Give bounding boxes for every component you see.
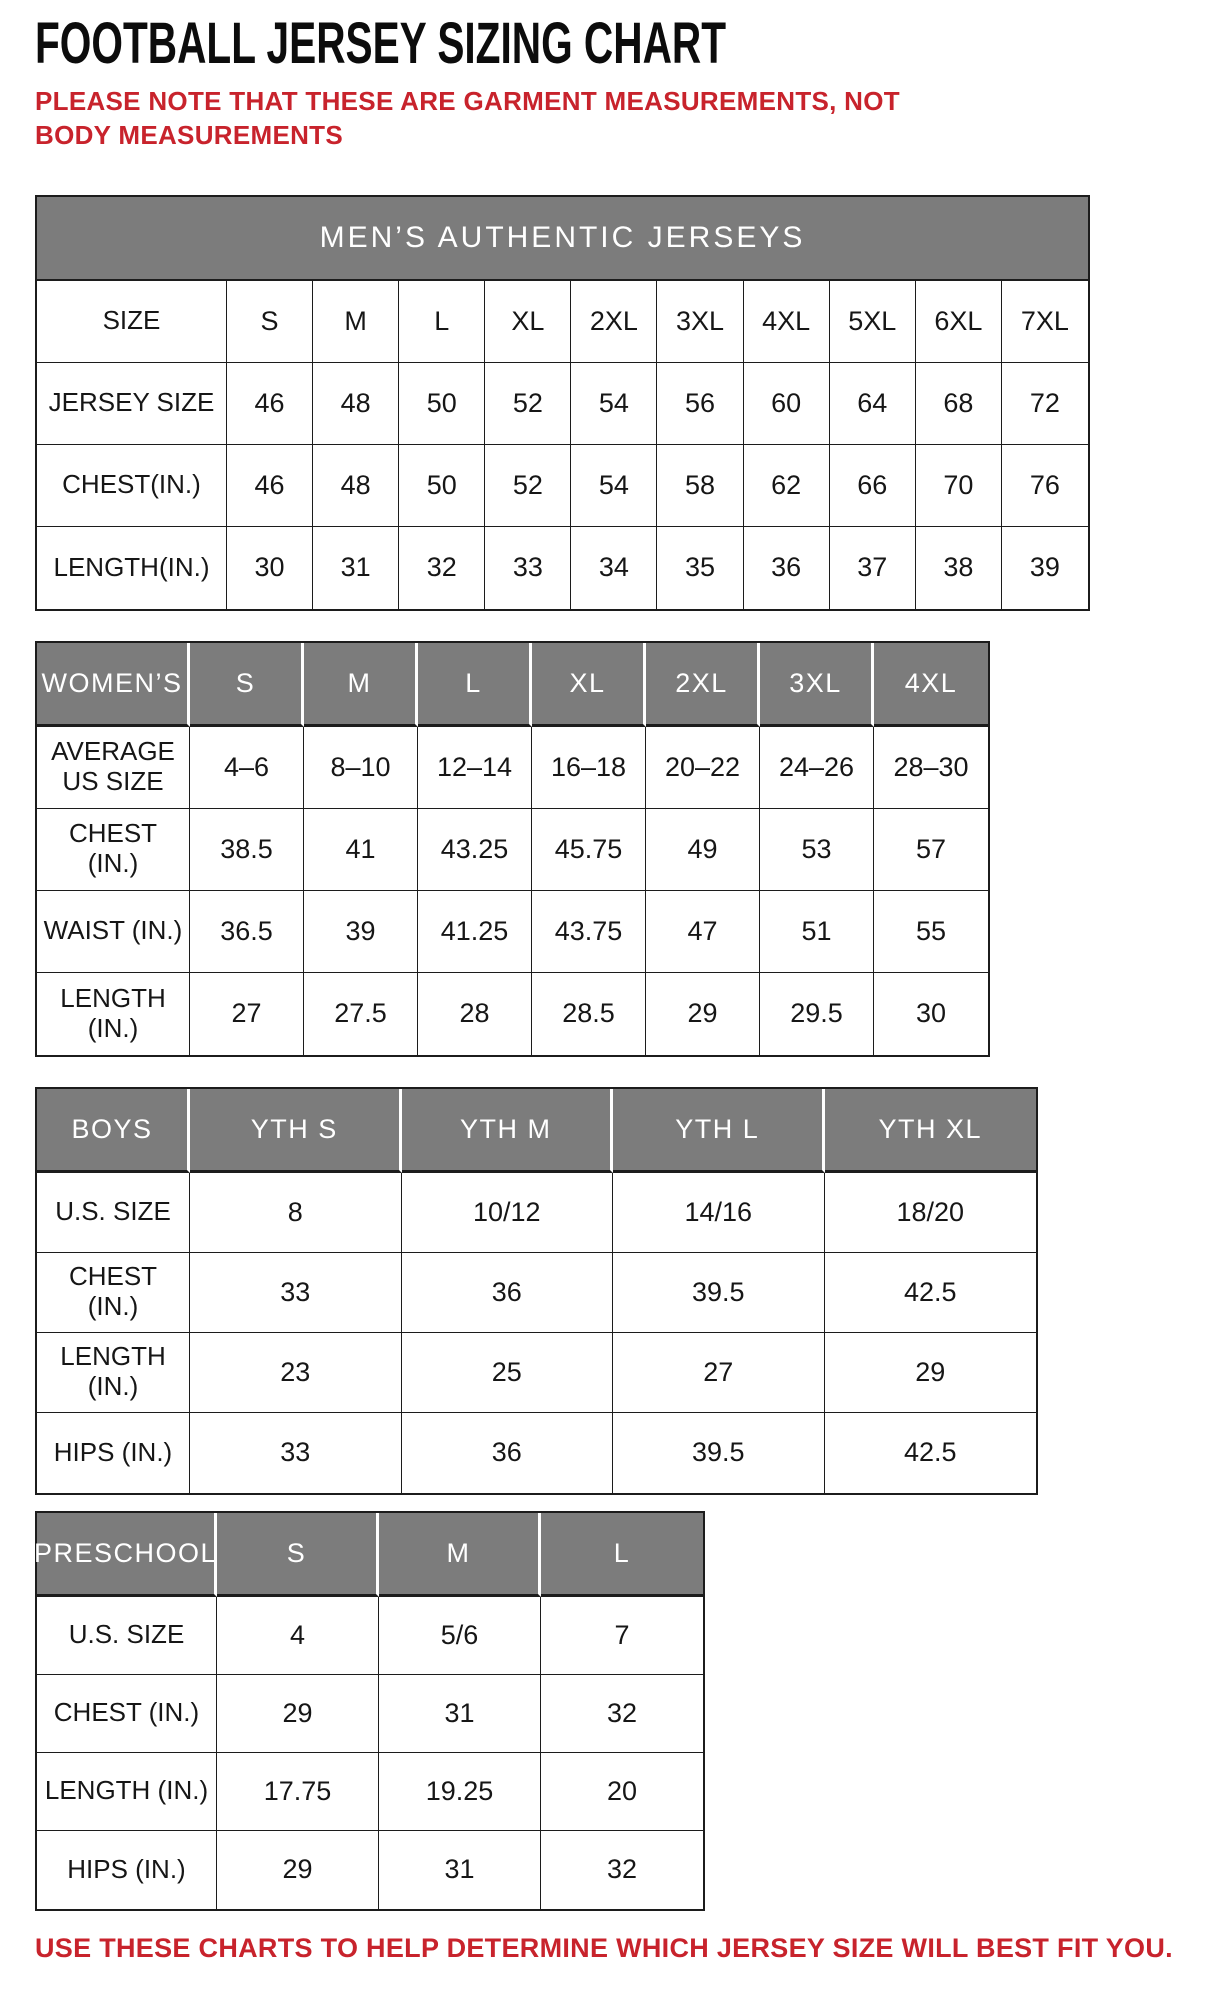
value-cell: 36 [744,527,830,609]
value-cell: 76 [1002,445,1088,527]
value-cell: 29 [825,1333,1037,1413]
value-cell: 45.75 [532,809,646,891]
value-cell: XL [485,281,571,363]
value-cell: 36 [402,1413,614,1493]
column-header-cell: M [304,643,418,727]
value-cell: 27.5 [304,973,418,1055]
boys-sizing-table [35,1087,1038,1495]
value-cell: L [399,281,485,363]
value-cell: 36 [402,1253,614,1333]
row-label-cell: SIZE [37,281,227,363]
value-cell: 32 [399,527,485,609]
row-label-cell: LENGTH (IN.) [37,973,190,1055]
row-label-cell: LENGTH(IN.) [37,527,227,609]
value-cell: 43.25 [418,809,532,891]
value-cell: 3XL [657,281,743,363]
value-cell: 39.5 [613,1253,825,1333]
value-cell: 7 [541,1597,703,1675]
row-label-cell: U.S. SIZE [37,1173,190,1253]
value-cell: 46 [227,363,313,445]
value-cell: 49 [646,809,760,891]
value-cell: 25 [402,1333,614,1413]
value-cell: 55 [874,891,988,973]
preschool-sizing-table [35,1511,705,1911]
value-cell: 29.5 [760,973,874,1055]
footer-note: USE THESE CHARTS TO HELP DETERMINE WHICH JERSEY SIZE WILL BEST FIT YOU. [35,1932,1173,1963]
value-cell: 33 [485,527,571,609]
value-cell: 28.5 [532,973,646,1055]
value-cell: 39 [1002,527,1088,609]
womens-sizing-table [35,641,990,1057]
value-cell: 39.5 [613,1413,825,1493]
row-label-cell: CHEST (IN.) [37,1675,217,1753]
mens-sizing-table [35,279,1090,611]
value-cell: 47 [646,891,760,973]
column-header-cell: 3XL [760,643,874,727]
row-label-cell: CHEST(IN.) [37,445,227,527]
value-cell: 33 [190,1253,402,1333]
value-cell: 54 [571,445,657,527]
value-cell: 42.5 [825,1253,1037,1333]
column-header-cell: L [418,643,532,727]
column-header-cell: L [541,1513,703,1597]
row-label-cell: AVERAGE US SIZE [37,727,190,809]
value-cell: 19.25 [379,1753,541,1831]
value-cell: 10/12 [402,1173,614,1253]
value-cell: M [313,281,399,363]
row-label-cell: U.S. SIZE [37,1597,217,1675]
value-cell: 42.5 [825,1413,1037,1493]
value-cell: 31 [379,1831,541,1909]
value-cell: 2XL [571,281,657,363]
value-cell: 60 [744,363,830,445]
value-cell: 58 [657,445,743,527]
value-cell: 30 [874,973,988,1055]
value-cell: 12–14 [418,727,532,809]
column-header-cell: 2XL [646,643,760,727]
value-cell: 4XL [744,281,830,363]
column-header-cell: 4XL [874,643,988,727]
value-cell: 66 [830,445,916,527]
value-cell: 30 [227,527,313,609]
mens-table-banner: MEN’S AUTHENTIC JERSEYS [35,195,1090,279]
value-cell: 28–30 [874,727,988,809]
value-cell: 64 [830,363,916,445]
value-cell: 16–18 [532,727,646,809]
value-cell: 29 [646,973,760,1055]
value-cell: 52 [485,363,571,445]
value-cell: 29 [217,1831,379,1909]
value-cell: 7XL [1002,281,1088,363]
value-cell: 8–10 [304,727,418,809]
value-cell: 18/20 [825,1173,1037,1253]
table-header-cell: WOMEN’S [37,643,190,727]
value-cell: 35 [657,527,743,609]
value-cell: 41 [304,809,418,891]
value-cell: 37 [830,527,916,609]
row-label-cell: LENGTH (IN.) [37,1753,217,1831]
column-header-cell: YTH S [190,1089,402,1173]
value-cell: 62 [744,445,830,527]
column-header-cell: M [379,1513,541,1597]
table-header-cell: BOYS [37,1089,190,1173]
value-cell: 43.75 [532,891,646,973]
value-cell: 5/6 [379,1597,541,1675]
value-cell: 48 [313,363,399,445]
value-cell: 56 [657,363,743,445]
value-cell: 24–26 [760,727,874,809]
value-cell: 48 [313,445,399,527]
row-label-cell: CHEST (IN.) [37,809,190,891]
value-cell: 46 [227,445,313,527]
column-header-cell: XL [532,643,646,727]
value-cell: 4 [217,1597,379,1675]
value-cell: 6XL [916,281,1002,363]
row-label-cell: LENGTH (IN.) [37,1333,190,1413]
column-header-cell: S [190,643,304,727]
value-cell: 70 [916,445,1002,527]
table-header-cell: PRESCHOOL [37,1513,217,1597]
value-cell: 72 [1002,363,1088,445]
value-cell: 32 [541,1831,703,1909]
value-cell: 51 [760,891,874,973]
value-cell: 39 [304,891,418,973]
page-title: FOOTBALL JERSEY SIZING CHART [35,11,727,76]
column-header-cell: YTH M [402,1089,614,1173]
value-cell: 5XL [830,281,916,363]
value-cell: 31 [379,1675,541,1753]
row-label-cell: HIPS (IN.) [37,1831,217,1909]
value-cell: 38 [916,527,1002,609]
value-cell: 54 [571,363,657,445]
value-cell: 68 [916,363,1002,445]
value-cell: 8 [190,1173,402,1253]
row-label-cell: CHEST (IN.) [37,1253,190,1333]
column-header-cell: YTH L [613,1089,825,1173]
column-header-cell: YTH XL [825,1089,1037,1173]
value-cell: 41.25 [418,891,532,973]
value-cell: 52 [485,445,571,527]
value-cell: 23 [190,1333,402,1413]
row-label-cell: WAIST (IN.) [37,891,190,973]
value-cell: 50 [399,445,485,527]
value-cell: 27 [613,1333,825,1413]
row-label-cell: HIPS (IN.) [37,1413,190,1493]
value-cell: 36.5 [190,891,304,973]
value-cell: 27 [190,973,304,1055]
value-cell: 17.75 [217,1753,379,1831]
value-cell: 29 [217,1675,379,1753]
value-cell: 28 [418,973,532,1055]
value-cell: 33 [190,1413,402,1493]
value-cell: 50 [399,363,485,445]
value-cell: 31 [313,527,399,609]
value-cell: 20 [541,1753,703,1831]
value-cell: 14/16 [613,1173,825,1253]
column-header-cell: S [217,1513,379,1597]
value-cell: 20–22 [646,727,760,809]
value-cell: 4–6 [190,727,304,809]
garment-measurements-note: PLEASE NOTE THAT THESE ARE GARMENT MEASUREMENTS, NOT BODY MEASUREMENTS [35,86,900,150]
value-cell: S [227,281,313,363]
value-cell: 57 [874,809,988,891]
row-label-cell: JERSEY SIZE [37,363,227,445]
value-cell: 38.5 [190,809,304,891]
value-cell: 53 [760,809,874,891]
value-cell: 32 [541,1675,703,1753]
value-cell: 34 [571,527,657,609]
